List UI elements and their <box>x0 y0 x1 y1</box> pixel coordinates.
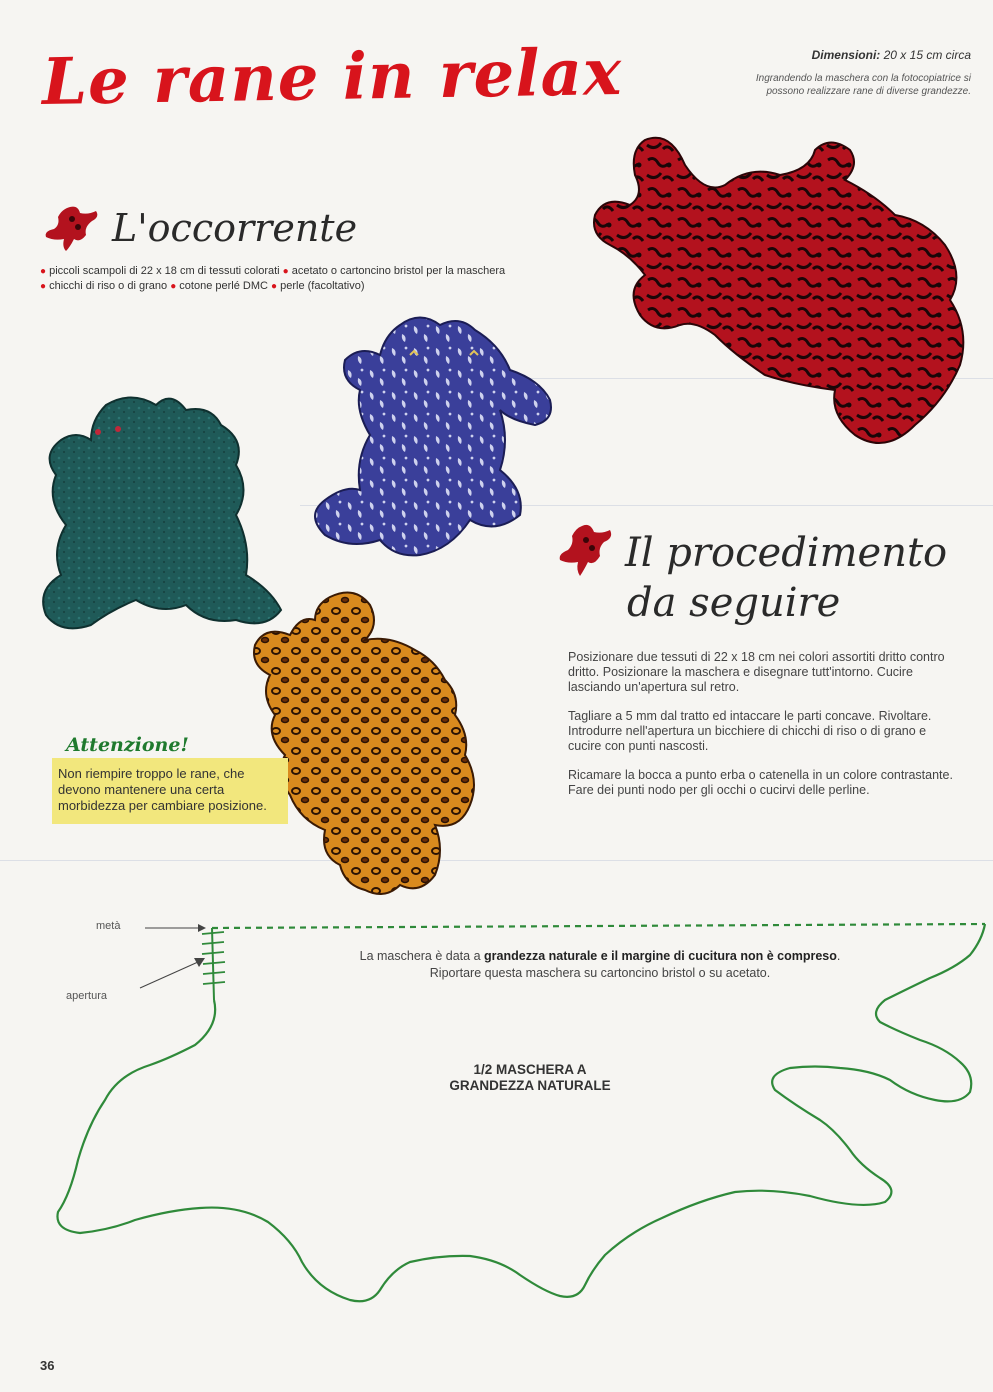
frog-bullet-icon <box>552 520 616 580</box>
half-mask-line1: 1/2 MASCHERA A <box>473 1062 587 1077</box>
page-number: 36 <box>40 1358 55 1373</box>
attention-title: Attenzione! <box>66 734 189 756</box>
materials-item: cotone perlé DMC <box>179 280 268 292</box>
procedure-paragraph: Ricamare la bocca a punto erba o catenella in un colore contrastante. Fare dei punti nodo per gli occhi o cucirvi delle perline. <box>568 768 953 797</box>
bullet-dot-icon: ● <box>282 266 289 277</box>
dimensions-value: 20 x 15 cm circa <box>883 48 971 62</box>
bullet-dot-icon: ● <box>271 281 278 292</box>
half-mask-line2: GRANDEZZA NATURALE <box>449 1078 611 1093</box>
meta-label: metà <box>96 920 121 932</box>
materials-item: piccoli scampoli di 22 x 18 cm di tessuti colorati <box>49 265 280 277</box>
procedure-heading-line1: Il procedimento <box>625 530 948 576</box>
mask-note <box>250 948 950 982</box>
materials-heading: L'occorrente <box>112 206 358 250</box>
materials-list <box>40 264 510 294</box>
bullet-dot-icon: ● <box>40 281 47 292</box>
red-frog-photo <box>585 125 980 470</box>
materials-item: acetato o cartoncino bristol per la maschera <box>291 265 506 277</box>
attention-text: Non riempire troppo le rane, che devono mantenere una certa morbidezza per cambiare posizione. <box>58 766 267 813</box>
procedure-text <box>568 650 960 812</box>
procedure-heading-line2: da seguire <box>627 580 841 626</box>
bullet-dot-icon: ● <box>170 281 177 292</box>
leopard-frog-photo <box>230 585 500 905</box>
frog-bullet-icon <box>40 203 104 253</box>
mask-note-bold: grandezza naturale e il margine di cucitura non è compreso <box>484 949 837 963</box>
apertura-label: apertura <box>66 990 107 1002</box>
mask-note-suffix: . <box>836 949 841 963</box>
materials-item: chicchi di riso o di grano <box>49 280 168 292</box>
mask-note-line2: Riportare questa maschera su cartoncino bristol o su acetato. <box>429 966 771 980</box>
page-title: Le rane in relax <box>41 34 623 121</box>
mask-note-line1 <box>250 948 950 965</box>
dimensions-note: Ingrandendo la maschera con la fotocopiatrice si possono realizzare rane di diverse grandezze. <box>755 73 971 97</box>
bullet-dot-icon: ● <box>40 266 47 277</box>
materials-item: perle (facoltativo) <box>280 280 365 292</box>
dimensions-block <box>741 48 971 98</box>
blue-frog-photo <box>300 300 570 570</box>
procedure-paragraph: Posizionare due tessuti di 22 x 18 cm nei colori assortiti dritto contro dritto. Posizionare la maschera e disegnare tutt'intorno. Cucire lasciando un'apertura sul retro. <box>568 650 945 694</box>
procedure-heading <box>625 528 947 628</box>
mask-note-prefix: La maschera è data a <box>359 949 485 963</box>
procedure-paragraph: Tagliare a 5 mm dal tratto ed intaccare le parti concave. Rivoltare. Introdurre nell'apertura un bicchiere di chicchi di riso o di grano e cucire con punti nascosti. <box>568 709 932 753</box>
half-mask-label <box>380 1062 680 1094</box>
dimensions-label: Dimensioni: <box>811 48 881 62</box>
